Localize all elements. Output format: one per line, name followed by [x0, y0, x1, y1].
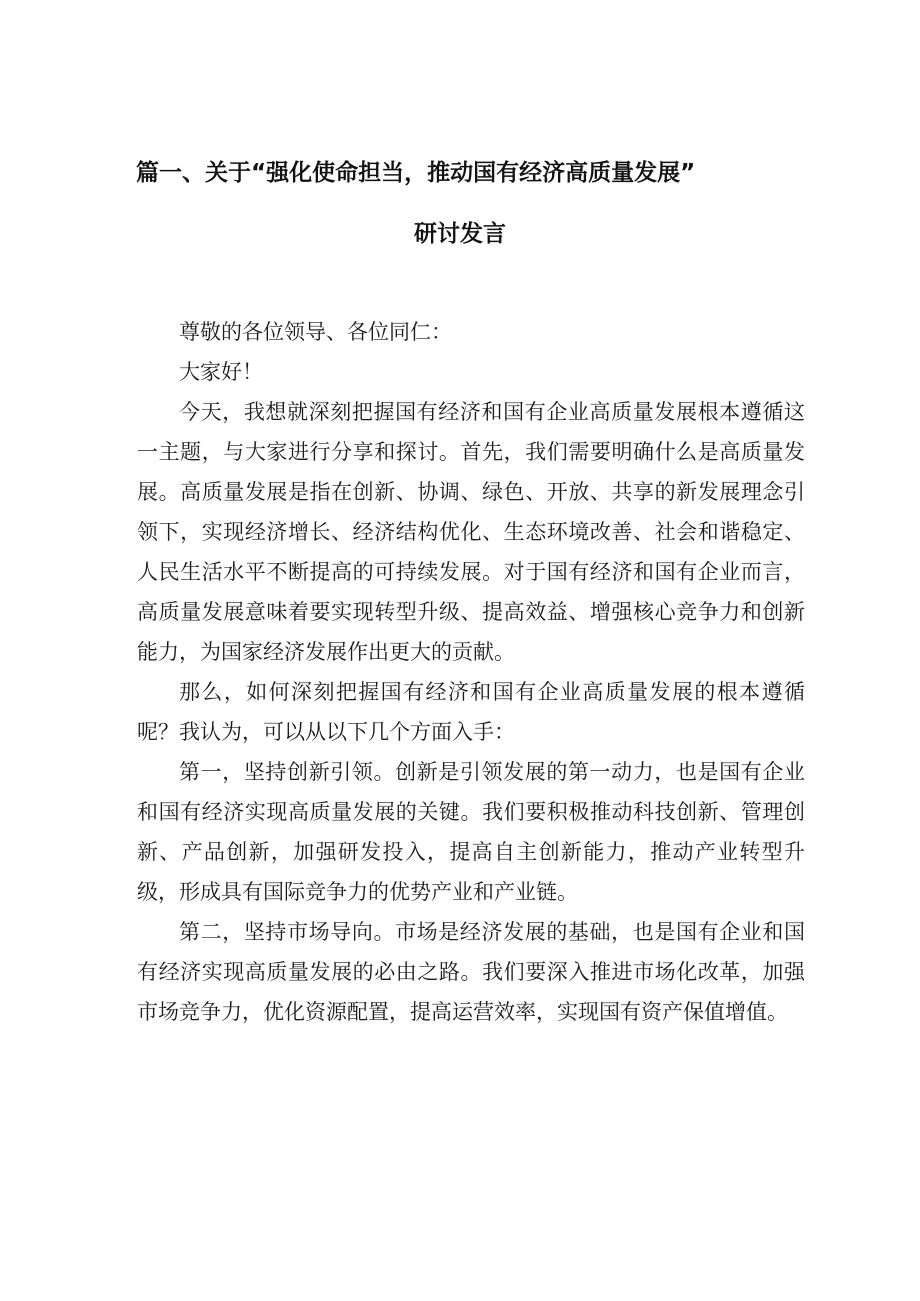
document-title: 篇一、关于“强化使命担当，推动国有经济高质量发展” [136, 160, 696, 186]
document-body [137, 312, 805, 1032]
paragraph-greeting: 大家好！ [179, 360, 263, 384]
paragraph: 第二，坚持市场导向。市场是经济发展的基础，也是国有企业和国有经济实现高质量发展的必由之路。我们要深入推进市场化改革，加强市场竞争力，优化资源配置，提高运营效率，实现国有资产保值增值。 [137, 920, 805, 1024]
paragraph: 第一，坚持创新引领。创新是引领发展的第一动力，也是国有企业和国有经济实现高质量发展的关键。我们要积极推动科技创新、管理创新、产品创新，加强研发投入，提高自主创新能力，推动产业转型升级，形成具有国际竞争力的优势产业和产业链。 [137, 760, 805, 904]
paragraph-salutation: 尊敬的各位领导、各位同仁： [179, 320, 452, 344]
document-subtitle: 研讨发言 [414, 221, 506, 247]
paragraph: 今天，我想就深刻把握国有经济和国有企业高质量发展根本遵循这一主题，与大家进行分享和探讨。首先，我们需要明确什么是高质量发展。高质量发展是指在创新、协调、绿色、开放、共享的新发展理念引领下，实现经济增长、经济结构优化、生态环境改善、社会和谐稳定、人民生活水平不断提高的可持续发展。对于国有经济和国有企业而言，高质量发展意味着要实现转型升级、提高效益、增强核心竞争力和创新能力，为国家经济发展作出更大的贡献。 [137, 400, 805, 664]
paragraph: 那么，如何深刻把握国有经济和国有企业高质量发展的根本遵循呢？我认为，可以从以下几个方面入手： [137, 680, 805, 744]
